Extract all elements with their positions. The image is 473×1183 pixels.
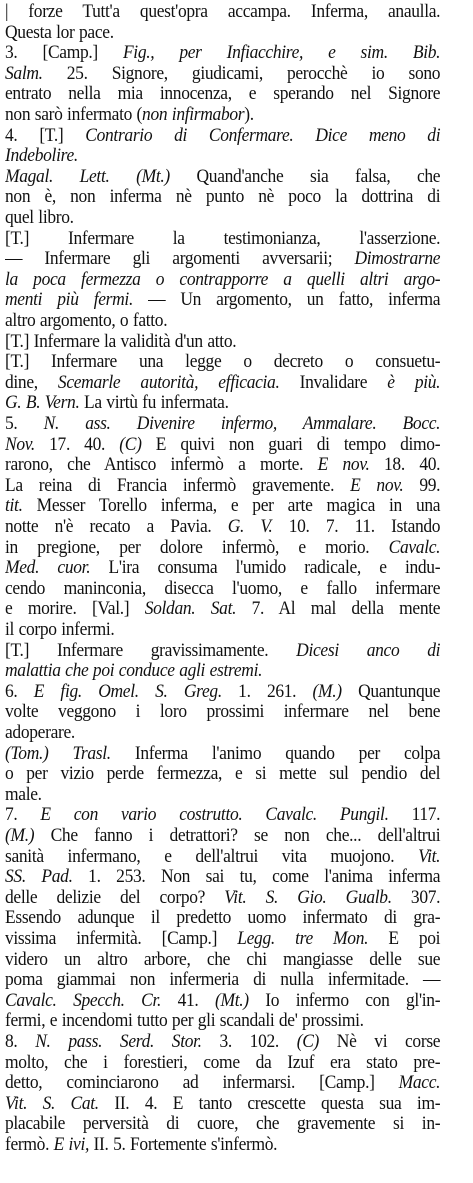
text-line: [5, 62, 440, 85]
italic-text: (C): [119, 433, 142, 455]
dictionary-page: [5, 0, 468, 1183]
italic-text: Macc.: [398, 1072, 441, 1094]
text-segment: — Un argomento, un fatto, inferma: [133, 289, 441, 311]
text-line: [5, 103, 440, 126]
text-segment: 1. 261.: [221, 680, 313, 702]
italic-text: Legg. tre Mon.: [237, 928, 369, 949]
italic-text: malattia che poi conduce agli estremi.: [5, 660, 263, 682]
text-segment: fermi, e incendomi tutto per gli scandali de' prossimi.: [5, 1010, 364, 1032]
italic-text: Vit. S. Cat.: [5, 1092, 99, 1114]
text-segment: 3. [Camp.]: [5, 42, 123, 64]
text-line: [5, 371, 440, 394]
italic-text: E nov.: [350, 474, 404, 496]
text-segment: rarono, che Antisco infermò a morte.: [5, 454, 318, 476]
italic-text: Nov.: [5, 433, 35, 455]
text-segment: 7.: [5, 804, 41, 826]
italic-text: (M.): [5, 825, 35, 846]
text-line: [5, 453, 440, 476]
text-segment: 5.: [5, 413, 44, 434]
italic-text: Cavalc.: [388, 536, 441, 558]
text-segment: Che fanno i detrattori? se non che... dell'altrui: [34, 825, 441, 846]
text-segment: Questa lor pace.: [5, 21, 114, 43]
text-segment: quel libro.: [5, 207, 74, 228]
text-segment: entrato nella mia innocenza, e sperando nel Signore: [5, 83, 441, 105]
text-segment: II. 4. E tanto crescette questa sua im-: [98, 1092, 441, 1114]
text-segment: 307.: [391, 886, 441, 908]
italic-text: Indebolire.: [5, 145, 78, 167]
text-segment: Messer Torello inferma, e per arte magica in una: [22, 495, 441, 517]
text-line: [5, 556, 440, 579]
text-line: [5, 680, 440, 703]
text-segment: placabile perversità di cuore, che gravemente si in-: [5, 1113, 441, 1135]
text-line: [5, 721, 440, 744]
text-segment: [T.] Infermare la testimonianza, l'asserzione.: [5, 227, 441, 249]
text-line: [5, 968, 440, 991]
text-segment: detto, cominciarono ad infermarsi. [Camp.]: [5, 1072, 399, 1094]
text-segment: 99.: [403, 474, 441, 496]
text-line: [5, 412, 440, 435]
text-segment: delle delizie del corpo?: [5, 886, 225, 908]
italic-text: (Tom.) Trasl.: [5, 742, 111, 764]
text-line: [5, 350, 440, 373]
text-line: [5, 639, 440, 662]
italic-text: la poca fermezza o contrapporre a quelli altri argo-: [5, 268, 441, 290]
italic-text: Cavalc. Specch. Cr.: [5, 989, 162, 1011]
text-segment: poma giammai non infermeria di nulla infermitade. —: [5, 969, 441, 991]
text-line: [5, 1009, 440, 1032]
text-line: [5, 742, 440, 765]
text-line: [5, 21, 440, 44]
text-line: [5, 948, 440, 971]
text-segment: altro argomento, o fatto.: [5, 310, 168, 331]
text-segment: 1. 253. Non sai tu, come l'anima inferma: [72, 866, 441, 888]
text-line: [5, 1112, 440, 1135]
text-line: [5, 41, 440, 64]
text-line: [5, 618, 440, 641]
text-segment: E poi: [368, 928, 441, 949]
text-segment: La reina di Francia infermò gravemente.: [5, 474, 351, 496]
italic-text: Dicesi anco di: [296, 639, 441, 661]
italic-text: (M.): [312, 680, 342, 702]
text-segment: 41.: [161, 989, 215, 1011]
italic-text: tit.: [5, 495, 23, 517]
text-line: [5, 124, 440, 147]
text-line: [5, 185, 440, 208]
text-line: [5, 391, 440, 414]
text-segment: [T.] Infermare gravissimamente.: [5, 639, 297, 661]
italic-text: Soldan. Sat.: [144, 598, 237, 620]
italic-text: è più.: [387, 371, 441, 393]
text-line: [5, 309, 440, 332]
text-segment: 10. 7. 11. Istando: [272, 516, 441, 537]
text-segment: — Infermare gli argomenti avversarii;: [5, 248, 355, 270]
text-segment: non è, non inferma nè punto nè poco la dottrina di: [5, 186, 441, 208]
text-segment: La virtù fu infermata.: [79, 392, 229, 414]
italic-text: G. V.: [227, 516, 273, 537]
text-line: [5, 494, 440, 517]
text-line: [5, 330, 440, 353]
text-segment: Quantunque: [341, 680, 441, 702]
text-line: [5, 906, 440, 929]
text-segment: e morire. [Val.]: [5, 598, 145, 620]
text-segment: non sarò infermato (: [5, 104, 143, 125]
text-line: [5, 515, 440, 538]
text-segment: [T.] Infermare una legge o decreto o consuetu-: [5, 351, 441, 373]
text-segment: ).: [244, 104, 254, 125]
text-line: [5, 824, 440, 847]
text-segment: adoperare.: [5, 722, 75, 743]
text-segment: 8.: [5, 1031, 36, 1052]
text-line: [5, 144, 440, 167]
italic-text: Salm.: [5, 62, 43, 84]
italic-text: Magal. Lett. (Mt.): [5, 165, 170, 187]
text-line: [5, 268, 440, 291]
italic-text: E fig. Omel. S. Greg.: [33, 680, 222, 702]
text-segment: E quivi non guari di tempo dimo-: [141, 433, 441, 455]
text-segment: Invalidare: [279, 371, 388, 393]
text-line: [5, 247, 440, 270]
italic-text: G. B. Vern.: [5, 392, 80, 414]
text-line: [5, 474, 440, 497]
text-line: [5, 0, 440, 23]
text-segment: sanità infermano, e dell'altrui vita muojono.: [5, 845, 419, 867]
text-segment: | forze Tutt'a quest'opra accampa. Inferma, anaulla.: [5, 1, 441, 22]
text-segment: fermò.: [5, 1134, 54, 1155]
text-line: [5, 227, 440, 250]
text-segment: molto, che i forestieri, come da Izuf era stato pre-: [5, 1051, 441, 1073]
text-line: [5, 886, 440, 909]
italic-text: E ivi,: [53, 1134, 90, 1155]
italic-text: SS. Pad.: [5, 866, 73, 888]
text-line: [5, 1071, 440, 1094]
text-line: [5, 700, 440, 723]
text-segment: [T.] Infermare la validità d'un atto.: [5, 330, 237, 352]
text-segment: Essendo adunque il predetto uomo infermato di gra-: [5, 907, 441, 929]
italic-text: Vit. S. Gio. Gualb.: [224, 886, 392, 908]
text-line: [5, 577, 440, 600]
text-segment: in pregione, per dolore infermò, e morio.: [5, 536, 389, 558]
text-line: [5, 597, 440, 620]
text-segment: 6.: [5, 680, 34, 702]
text-segment: male.: [5, 783, 42, 805]
text-line: [5, 659, 440, 682]
text-line: [5, 433, 440, 456]
text-segment: vissima infermità. [Camp.]: [5, 928, 238, 949]
text-segment: Quand'anche sia falsa, che: [169, 165, 441, 187]
italic-text: menti più fermi.: [5, 289, 134, 311]
italic-text: (Mt.): [214, 989, 249, 1011]
text-segment: dine,: [5, 371, 58, 393]
text-line: [5, 762, 440, 785]
italic-text: (C): [296, 1031, 320, 1052]
text-segment: 25. Signore, giudicami, perocchè io sono: [42, 62, 441, 84]
italic-text: Med. cuor.: [5, 557, 91, 579]
text-line: [5, 865, 440, 888]
italic-text: N. pass. Serd. Stor.: [35, 1031, 202, 1052]
italic-text: E con vario costrutto. Cavalc. Pungil.: [40, 804, 389, 826]
text-line: [5, 803, 440, 826]
text-line: [5, 783, 440, 806]
italic-text: N. ass. Divenire infermo, Ammalare. Bocc.: [43, 413, 441, 434]
text-segment: o per vizio perde fermezza, e si mette sul pendio del: [5, 763, 441, 785]
text-line: [5, 82, 440, 105]
text-line: [5, 288, 440, 311]
text-segment: il corpo infermi.: [5, 619, 115, 640]
text-line: [5, 1051, 440, 1074]
italic-text: Dimostrarne: [354, 248, 441, 270]
text-line: [5, 1133, 440, 1156]
text-line: [5, 536, 440, 559]
text-segment: L'ira consuma l'umido radicale, e indu-: [90, 557, 441, 579]
text-line: [5, 989, 440, 1012]
italic-text: E nov.: [317, 454, 370, 476]
italic-text: Vit.: [418, 845, 441, 867]
text-segment: 7. Al mal della mente: [236, 598, 441, 620]
text-segment: cendo maninconia, disecca l'uomo, e fallo infermare: [5, 577, 441, 599]
text-line: [5, 845, 440, 868]
text-segment: II. 5. Fortemente s'infermò.: [89, 1134, 278, 1155]
text-segment: Nè vi corse: [319, 1031, 441, 1052]
text-segment: 3. 102.: [201, 1031, 297, 1052]
text-line: [5, 1030, 440, 1053]
italic-text: Scemarle autorità, efficacia.: [57, 371, 280, 393]
text-line: [5, 1092, 440, 1115]
text-segment: videro un altro arbore, che chi mangiasse delle sue: [5, 948, 441, 970]
text-segment: 117.: [388, 804, 441, 826]
text-segment: Io infermo con gl'in-: [248, 989, 441, 1011]
text-segment: notte n'è recato a Pavia.: [5, 516, 228, 537]
text-line: [5, 927, 440, 950]
text-segment: 17. 40.: [34, 433, 120, 455]
text-segment: volte veggono i loro prossimi infermare nel bene: [5, 701, 441, 723]
italic-text: Fig., per Infiacchire, e sim. Bib.: [122, 42, 441, 64]
text-line: [5, 206, 440, 229]
text-segment: 18. 40.: [369, 454, 441, 476]
text-segment: 4. [T.]: [5, 124, 86, 146]
text-line: [5, 165, 440, 188]
italic-text: non infirmabor: [142, 104, 245, 125]
text-segment: Inferma l'animo quando per colpa: [110, 742, 441, 764]
italic-text: Contrario di Confermare. Dice meno di: [85, 124, 441, 146]
